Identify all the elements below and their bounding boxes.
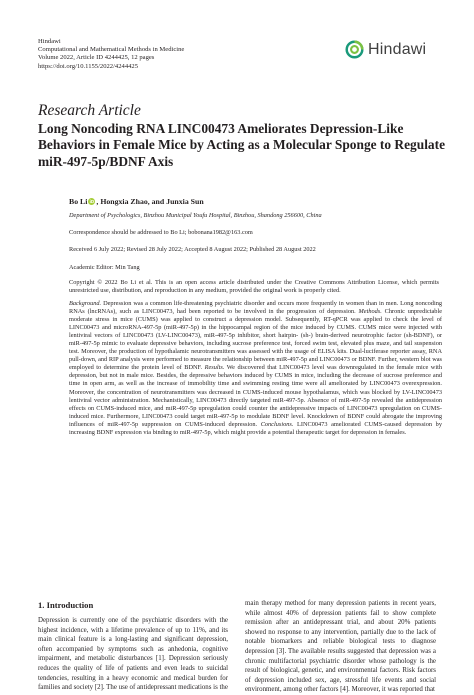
abstract-results-label: Results. — [204, 364, 225, 372]
correspondence: Correspondence should be addressed to Bo Li; bobonana1982@163.com — [69, 229, 253, 236]
introduction-right-column: main therapy method for many depression patients in recent years, while almost 40% of depression patients fail to show complete remission after an antidepressant trial, and about 20% patients showed no response to any intervention, partially due to the lack of notable biomarkers and reliable biological tests to diagnose depression [3]. The available results suggested that depression was a chronic multifactorial psychiatric disorder whose pathology is the result of biological, genetic, and environmental factors. Risk factors of depression included sex, age, stressful life events and social environment, among other factors [4]. Moreover, it was reported that — [245, 600, 436, 694]
introduction-left-column: Depression is currently one of the psychiatric disorders with the highest incidence, with a lifetime prevalence of up to 11%, and its main clinical feature is a long-lasting and significant depression, often accompanied by symptoms such as anhedonia, cognitive impairment, and metabolic disturbances [1]. Depression seriously reduces the quality of life of patients and even leads to suicidal tendencies, resulting in a heavy economic and medical burden for families and society [2]. The use of antidepressant medications is the — [38, 617, 228, 692]
abstract-conclusions-label: Conclusions. — [260, 420, 294, 428]
abstract-conclusions-text: LINC00473 ameliorated CUMS-caused depression by increasing BDNF expression via binding to miR-497-5p, which might provide a potential therapeutic target for depression in females. — [69, 420, 442, 436]
doi-link[interactable]: https://doi.org/10.1155/2022/4244425 — [38, 62, 139, 70]
journal-name: Computational and Mathematical Methods in Medicine — [38, 46, 185, 54]
abstract-background-text: Depression was a common life-threatening psychiatric disorder and occurs more frequently in women than in men. Long noncoding RNAs (lncRNAs), such as LINC00473, had been reported to be involved in the progression of depression. — [69, 300, 442, 316]
hindawi-logo-icon — [345, 40, 364, 59]
orcid-icon[interactable]: iD — [89, 199, 95, 204]
copyright-notice: Copyright © 2022 Bo Li et al. This is an open access article distributed under the Creative Commons Attribution License, which permits unrestricted use, distribution, and reproduction in any medium, provided the original work is properly cited. — [69, 279, 439, 294]
first-author[interactable]: Bo Li — [69, 197, 88, 206]
author-list — [69, 197, 204, 206]
abstract-methods-text: Chronic unpredictable moderate stress in mice (CUMS) was applied to construct a depression model. Subsequently, RT-qPCR was applied to check the level of LINC00473 and microRNA-497-5p (miR-497-5p) in the hippocampal region of the mice induced by CUMS. CUMS mice were injected with lentiviral vectors of LINC00473 (LV-LINC00473), miR-497-5p inhibitor, short hairpin- (sh-) brain-derived neurotrophic factor (sh-BDNF), or miR-497-5p mimic to evaluate depressive behaviors, including sucrose preference test, forced swim test, elevated plus maze, and tail suspension test. Moreover, the production of hypothalamic neurotransmitters was assessed with the usage of ELISA kits. Dual-luciferase reporter assay, RNA pull-down, and RIP analysis were performed to measure the relationship between miR-497-5p and LINC00473 or BDNF. Further, western blot was employed to determine the protein level of BDNF. — [69, 308, 443, 372]
article-type: Research Article — [38, 102, 141, 119]
hindawi-logo — [345, 40, 426, 59]
abstract-methods-label: Methods. — [358, 308, 382, 316]
affiliation: Department of Psychologics, Binzhou Municipal Youfu Hospital, Binzhou, Shandong 256600, China — [69, 212, 322, 219]
article-title: Long Noncoding RNA LINC00473 Ameliorates Depression-Like Behaviors in Female Mice by Acting as a Molecular Sponge to Regulate miR-497-5p/BDNF Axis — [38, 121, 446, 169]
introduction-heading: 1. Introduction — [38, 600, 94, 610]
publication-dates: Received 6 July 2022; Revised 28 July 2022; Accepted 8 August 2022; Published 28 August 2022 — [69, 246, 316, 253]
volume-info: Volume 2022, Article ID 4244425, 12 pages — [38, 54, 155, 62]
abstract-results-text: We discovered that LINC00473 level was downregulated in the female mice with depression, but not in male mice. Besides, the depressive behaviors induced by CUMS in mice, including the decrease of sucrose preference and time in open arm, as well as the increase of immobility time and swimming resting time were all ameliorated by LINC00473 overexpression. Moreover, the concentration of neurotransmitters was decreased in CUMS-induced mouse hypothalamus, which was blocked by LV-LINC00473 lentiviral vector administration. Mechanistically, LINC00473 directly targeted miR-497-5p. Absence of miR-497-5p revealed the antidepression effects on CUMS-induced mice, and miR-497-5p upregulation could counter the antidepressive impacts of LINC00473 upregulation on CUMS-induced mice. Furthermore, LINC00473 could target miR-497-5p to modulate BDNF level. Knockdown of BDNF could abrogate the improving influences of miR-497-5p suppression on CUMS-induced depression. — [69, 364, 442, 428]
journal-header — [38, 38, 184, 71]
logo-wordmark: Hindawi — [368, 40, 427, 58]
abstract — [69, 300, 442, 437]
other-authors: , Hongxia Zhao, and Junxia Sun — [96, 197, 204, 206]
abstract-background-label: Background. — [69, 300, 102, 307]
publisher-name: Hindawi — [38, 38, 61, 45]
academic-editor: Academic Editor: Min Tang — [69, 264, 140, 271]
